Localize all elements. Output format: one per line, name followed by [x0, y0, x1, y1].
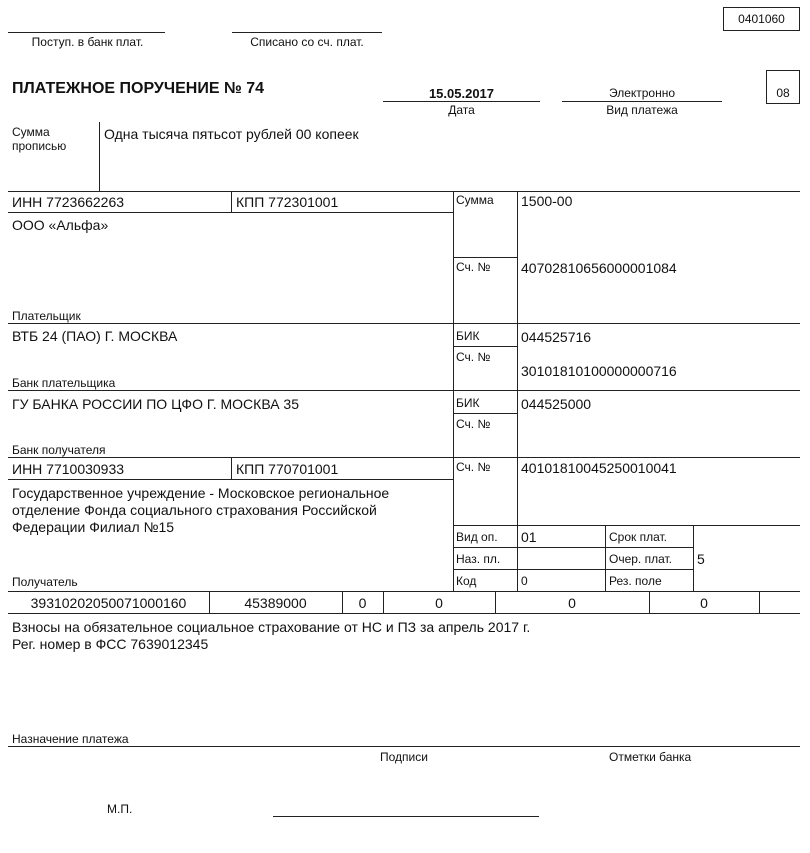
payee-kpp: КПП 770701001 — [236, 461, 339, 477]
payee-bank-bik-value: 044525000 — [521, 396, 592, 412]
purpose-label: Назначение платежа — [12, 732, 129, 746]
payer-bank-account-value: 30101810100000000716 — [521, 363, 677, 379]
code-label: Код — [456, 574, 477, 588]
payee-bank-account-label: Сч. № — [456, 417, 491, 431]
tax-field-kbk: 39310202050071000160 — [30, 595, 187, 611]
date-value: 15.05.2017 — [428, 86, 495, 101]
purpose-bottom-line — [8, 746, 800, 747]
code-value: 0 — [521, 574, 528, 588]
payer-kpp: КПП 772301001 — [236, 194, 339, 210]
debited-line — [232, 32, 382, 33]
payer-account-label: Сч. № — [456, 260, 491, 274]
tax-field-doc-number: 0 — [568, 595, 576, 611]
date-line — [383, 101, 540, 102]
tax-field-period: 0 — [435, 595, 443, 611]
payee-name: Государственное учреждение - Московское региональное отделение Фонда социального страхования Российской Федерации Филиал №15 — [12, 485, 390, 535]
op-type-label: Вид оп. — [456, 530, 498, 544]
payer-bank-name: ВТБ 24 (ПАО) Г. МОСКВА — [12, 328, 178, 344]
op-type-value: 01 — [521, 529, 537, 545]
payer-account-value: 40702810656000001084 — [521, 260, 677, 276]
stamp-label: М.П. — [107, 802, 133, 816]
page-title: ПЛАТЕЖНОЕ ПОРУЧЕНИЕ № 74 — [12, 80, 265, 97]
purpose-line-1: Взносы на обязательное социальное страхование от НС и ПЗ за апрель 2017 г. — [12, 619, 531, 635]
payer-bank-account-label: Сч. № — [456, 350, 491, 364]
purpose-line-2: Рег. номер в ФСС 7639012345 — [12, 636, 209, 652]
amount-words-label: Сумма прописью — [12, 125, 67, 153]
payee-account-value: 40101810045250010041 — [521, 460, 677, 476]
received-label: Поступ. в банк плат. — [31, 35, 144, 49]
payee-bank-name: ГУ БАНКА РОССИИ ПО ЦФО Г. МОСКВА 35 — [12, 396, 299, 412]
status-code: 08 — [776, 86, 790, 100]
sum-value: 1500-00 — [521, 193, 573, 209]
tax-field-basis: 0 — [358, 595, 367, 611]
form-code: 0401060 — [738, 12, 785, 26]
payee-inn: ИНН 7710030933 — [12, 461, 125, 477]
payer-bank-bik-label: БИК — [456, 329, 480, 343]
payer-inn: ИНН 7723662263 — [12, 194, 125, 210]
tax-field-oktmo: 45389000 — [244, 595, 307, 611]
payment-type-label: Вид платежа — [606, 103, 678, 117]
sum-label: Сумма — [456, 193, 494, 207]
reserve-label: Рез. поле — [609, 574, 662, 588]
amount-words-divider — [99, 122, 100, 191]
payment-type-value: Электронно — [608, 86, 676, 100]
payee-account-label: Сч. № — [456, 460, 491, 474]
tax-field-doc-date: 0 — [700, 595, 708, 611]
payer-name: ООО «Альфа» — [12, 217, 109, 233]
payer-bank-label: Банк плательщика — [12, 376, 116, 390]
order-label: Очер. плат. — [609, 552, 673, 566]
bank-marks-label: Отметки банка — [609, 750, 692, 764]
payee-label: Получатель — [12, 575, 78, 589]
payee-bank-bik-label: БИК — [456, 396, 480, 410]
payer-label: Плательщик — [12, 309, 81, 323]
purpose-code-label: Наз. пл. — [456, 552, 501, 566]
amount-words-value: Одна тысяча пятьсот рублей 00 копеек — [104, 126, 359, 142]
payee-bank-label: Банк получателя — [12, 443, 106, 457]
signatures-label: Подписи — [380, 750, 428, 764]
date-label: Дата — [448, 103, 475, 117]
payer-bank-bik-value: 044525716 — [521, 329, 592, 345]
debited-label: Списано со сч. плат. — [250, 35, 364, 49]
received-line — [8, 32, 165, 33]
signature-line — [273, 816, 539, 817]
term-label: Срок плат. — [609, 530, 668, 544]
order-value: 5 — [697, 551, 705, 567]
payment-type-line — [562, 101, 722, 102]
